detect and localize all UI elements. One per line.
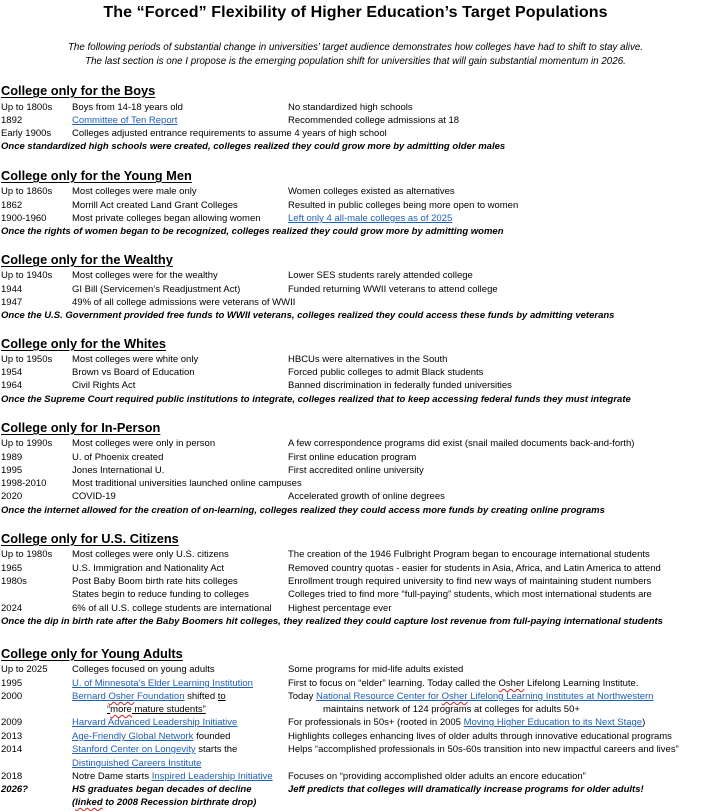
row-note: Highest percentage ever xyxy=(288,603,392,614)
section-conclusion: Once the internet allowed for the creation of on-learning, colleges realized they could access more funds by creating online programs xyxy=(1,505,605,516)
timeline-row xyxy=(0,743,711,756)
row-note: First online education program xyxy=(288,452,417,463)
row-note: A few correspondence programs did exist (snail mailed documents back-and-forth) xyxy=(288,438,635,449)
timeline-row xyxy=(0,114,711,127)
row-event: Most colleges were only U.S. citizens xyxy=(72,549,229,560)
row-year: 1995 xyxy=(1,465,23,476)
timeline-row xyxy=(0,663,711,676)
section-heading: College only for U.S. Citizens xyxy=(1,531,179,546)
link-text-osher: Osher xyxy=(108,691,135,702)
row-note: Forced public colleges to admit Black students xyxy=(288,367,484,378)
row-note: HBCUs were alternatives in the South xyxy=(288,354,448,365)
event-text: “ xyxy=(107,704,111,715)
timeline-row xyxy=(0,353,711,366)
row-year: 1892 xyxy=(1,115,23,126)
row-event: States begin to reduce funding to colleges xyxy=(72,589,249,600)
row-event: Most colleges were only in person xyxy=(72,438,216,449)
timeline-row xyxy=(0,703,711,716)
event-text: shifted xyxy=(184,691,218,702)
row-note: Women colleges existed as alternatives xyxy=(288,186,455,197)
row-note: Lower SES students rarely attended college xyxy=(288,270,473,281)
timeline-row xyxy=(0,283,711,296)
event-text: mature students” xyxy=(131,704,206,715)
timeline-row xyxy=(0,562,711,575)
timeline-row xyxy=(0,770,711,783)
osher-foundation-link[interactable] xyxy=(72,691,185,702)
row-event: U.S. Immigration and Nationality Act xyxy=(72,563,225,574)
minnesota-elder-learning-link[interactable]: U. of Minnesota’s Elder Learning Institution xyxy=(72,678,253,689)
timeline-row xyxy=(0,477,711,490)
row-year: 2000 xyxy=(1,691,23,702)
row-year: 1862 xyxy=(1,200,23,211)
row-year: 2014 xyxy=(1,744,23,755)
row-year: 1954 xyxy=(1,367,23,378)
section-heading: College only for the Whites xyxy=(1,336,166,351)
row-event: Jones International U. xyxy=(72,465,165,476)
section-conclusion: Once the Supreme Court required public institutions to integrate, colleges realized that to keep accessing federal funds they must integrate xyxy=(1,394,631,405)
section-conclusion: Once standardized high schools were created, colleges realized they could grow more by admitting older males xyxy=(1,141,506,152)
row-event xyxy=(72,743,237,756)
intro-paragraph xyxy=(0,41,711,69)
row-year: 1995 xyxy=(1,678,23,689)
row-event: Most traditional universities launched online campuses xyxy=(72,478,302,489)
event-text-more: more xyxy=(110,704,132,715)
note-text: For professionals in 50s+ (rooted in 2005 xyxy=(288,717,464,728)
page-title: The “Forced” Flexibility of Higher Education’s Target Populations xyxy=(103,4,608,21)
timeline-row xyxy=(0,783,711,796)
row-note: Accelerated growth of online degrees xyxy=(288,491,445,502)
timeline-row xyxy=(0,451,711,464)
timeline-row xyxy=(0,437,711,450)
row-event xyxy=(72,770,273,783)
row-event: 6% of all U.S. college students are international xyxy=(72,603,272,614)
timeline-row xyxy=(0,199,711,212)
row-year: Up to 1980s xyxy=(1,549,53,560)
note-text: Lifelong Learning Institute. xyxy=(524,678,639,689)
row-year: 2018 xyxy=(1,771,23,782)
row-note: Funded returning WWII veterans to attend college xyxy=(288,284,498,295)
timeline-row xyxy=(0,548,711,561)
row-note xyxy=(288,716,645,729)
event-text: Notre Dame starts xyxy=(72,771,152,782)
row-event: Most colleges were male only xyxy=(72,186,197,197)
timeline-row xyxy=(0,690,711,703)
link-text: Foundation xyxy=(134,691,185,702)
row-event: Most colleges were for the wealthy xyxy=(72,270,218,281)
section-heading: College only for In-Person xyxy=(1,420,161,435)
timeline-row xyxy=(0,296,711,309)
timeline-row xyxy=(0,588,711,601)
row-event: Most colleges were white only xyxy=(72,354,199,365)
timeline-row xyxy=(0,269,711,282)
row-note: Resulted in public colleges being more open to women xyxy=(288,200,519,211)
row-year: 2024 xyxy=(1,603,23,614)
row-year: 1944 xyxy=(1,284,23,295)
link-text-osher: Osher xyxy=(441,691,468,702)
row-note: No standardized high schools xyxy=(288,102,413,113)
timeline-row xyxy=(0,716,711,729)
distinguished-careers-link[interactable]: Distinguished Careers Institute xyxy=(72,758,202,769)
committee-of-ten-link[interactable]: Committee of Ten Report xyxy=(72,115,178,126)
row-event: Boys from 14-18 years old xyxy=(72,102,183,113)
row-note: The creation of the 1946 Fulbright Program began to encourage international students xyxy=(288,549,650,560)
row-year: 2013 xyxy=(1,731,23,742)
stanford-longevity-link[interactable]: Stanford Center on Longevity xyxy=(72,744,196,755)
timeline-row xyxy=(0,101,711,114)
section-heading: College only for the Boys xyxy=(1,83,156,98)
link-text: Lifelong Learning Institutes at Northwestern xyxy=(467,691,654,702)
row-event: U. of Phoenix created xyxy=(72,452,164,463)
row-year: Up to 1940s xyxy=(1,270,53,281)
row-note: Focuses on “providing accomplished older adults an encore education” xyxy=(288,771,586,782)
row-event: Colleges focused on young adults xyxy=(72,664,215,675)
row-event: HS graduates began decades of decline xyxy=(72,784,252,795)
row-note: Helps “accomplished professionals in 50s-60s transition into new impactful careers and lives” xyxy=(288,744,679,755)
row-year: 1998-2010 xyxy=(1,478,47,489)
row-year: 1989 xyxy=(1,452,23,463)
timeline-row xyxy=(0,757,711,770)
section-conclusion: Once the rights of women began to be recognized, colleges realized they could grow more by admitting women xyxy=(1,226,504,237)
row-note: Colleges tried to find more “full-paying” students, which most international students are xyxy=(288,589,652,600)
event-text: to 2008 Recession birthrate drop) xyxy=(102,797,257,808)
event-text: to xyxy=(217,691,226,702)
row-year: Up to 2025 xyxy=(1,664,48,675)
linked-link[interactable]: linked xyxy=(75,797,103,808)
intro-line-2: The last section is one I propose is the emerging population shift for universities that will gain substantial momentum in 2026. xyxy=(85,56,626,67)
section-heading: College only for the Young Men xyxy=(1,168,192,183)
event-text: founded xyxy=(193,731,231,742)
row-note: First accredited online university xyxy=(288,465,424,476)
section-conclusion: Once the U.S. Government provided free funds to WWII veterans, colleges realized they could access these funds by admitting veterans xyxy=(1,310,615,321)
row-event: Brown vs Board of Education xyxy=(72,367,195,378)
age-friendly-network-link[interactable]: Age-Friendly Global Network xyxy=(72,731,194,742)
row-event: Most private colleges began allowing women xyxy=(72,213,261,224)
section-conclusion: Once the dip in birth rate after the Baby Boomers hit colleges, they realized they could capture lost revenue from full-paying international students xyxy=(1,616,663,627)
timeline-row xyxy=(0,602,711,615)
timeline-row xyxy=(0,730,711,743)
note-text: Today xyxy=(288,691,316,702)
row-note: Highlights colleges enhancing lives of older adults through innovative educational programs xyxy=(288,731,672,742)
timeline-row xyxy=(0,490,711,503)
inspired-leadership-link[interactable]: Inspired Leadership Initiative xyxy=(151,771,273,782)
row-year: 1900-1960 xyxy=(1,213,47,224)
note-text: First to focus on “elder” learning. Today called the xyxy=(288,678,499,689)
osher-resource-center-link[interactable] xyxy=(316,691,653,702)
row-event: GI Bill (Servicemen’s Readjustment Act) xyxy=(72,284,241,295)
row-year: Early 1900s xyxy=(1,128,52,139)
link-text: National Resource Center for xyxy=(316,691,442,702)
row-event xyxy=(107,703,206,716)
row-event: COVID-19 xyxy=(72,491,116,502)
row-year: 2020 xyxy=(1,491,23,502)
row-note xyxy=(288,677,639,690)
row-event: Colleges adjusted entrance requirements to assume 4 years of high school xyxy=(72,128,387,139)
intro-line-1: The following periods of substantial change in universities’ target audience demonstrates how colleges have had to shift to stay alive. xyxy=(67,42,644,53)
row-year: 1947 xyxy=(1,297,23,308)
row-year: Up to 1990s xyxy=(1,438,53,449)
note-text-osher: Osher xyxy=(498,678,525,689)
row-year: Up to 1860s xyxy=(1,186,53,197)
timeline-row xyxy=(0,185,711,198)
row-event: Post Baby Boom birth rate hits colleges xyxy=(72,576,238,587)
timeline-row xyxy=(0,366,711,379)
row-note xyxy=(288,690,653,703)
timeline-row xyxy=(0,796,711,809)
row-year: 1964 xyxy=(1,380,23,391)
row-event xyxy=(72,796,256,809)
section-heading: College only for Young Adults xyxy=(1,646,183,661)
next-stage-link[interactable]: Moving Higher Education to its Next Stage xyxy=(463,717,643,728)
row-note: maintains network of 124 programs at colleges for adults 50+ xyxy=(323,704,580,715)
row-year: Up to 1950s xyxy=(1,354,53,365)
row-year: 1980s xyxy=(1,576,27,587)
row-event xyxy=(72,730,230,743)
timeline-row xyxy=(0,212,711,225)
all-male-colleges-link[interactable]: Left only 4 all-male colleges as of 2025 xyxy=(288,213,453,224)
section-heading: College only for the Wealthy xyxy=(1,252,173,267)
row-note: Banned discrimination in federally funded universities xyxy=(288,380,512,391)
timeline-row xyxy=(0,677,711,690)
row-year: 2009 xyxy=(1,717,23,728)
event-text: ( xyxy=(72,797,76,808)
row-year: 1965 xyxy=(1,563,23,574)
event-text: starts the xyxy=(195,744,238,755)
row-year: 2026? xyxy=(1,784,28,795)
row-event: Morrill Act created Land Grant Colleges xyxy=(72,200,238,211)
row-note: Some programs for mid-life adults existed xyxy=(288,664,464,675)
note-text: ) xyxy=(642,717,646,728)
timeline-row xyxy=(0,127,711,140)
harvard-leadership-link[interactable]: Harvard Advanced Leadership Initiative xyxy=(72,717,238,728)
row-event xyxy=(72,690,226,703)
row-note: Enrollment trough required university to find new ways of maintaining student numbers xyxy=(288,576,652,587)
link-text: Bernard xyxy=(72,691,109,702)
row-event: 49% of all college admissions were veterans of WWII xyxy=(72,297,296,308)
row-event: Civil Rights Act xyxy=(72,380,136,391)
row-note: Recommended college admissions at 18 xyxy=(288,115,460,126)
row-note: Removed country quotas - easier for students in Asia, Africa, and Latin America to attend xyxy=(288,563,661,574)
timeline-row xyxy=(0,575,711,588)
timeline-row xyxy=(0,379,711,392)
row-year: Up to 1800s xyxy=(1,102,53,113)
timeline-row xyxy=(0,464,711,477)
row-note: Jeff predicts that colleges will dramatically increase programs for older adults! xyxy=(288,784,644,795)
